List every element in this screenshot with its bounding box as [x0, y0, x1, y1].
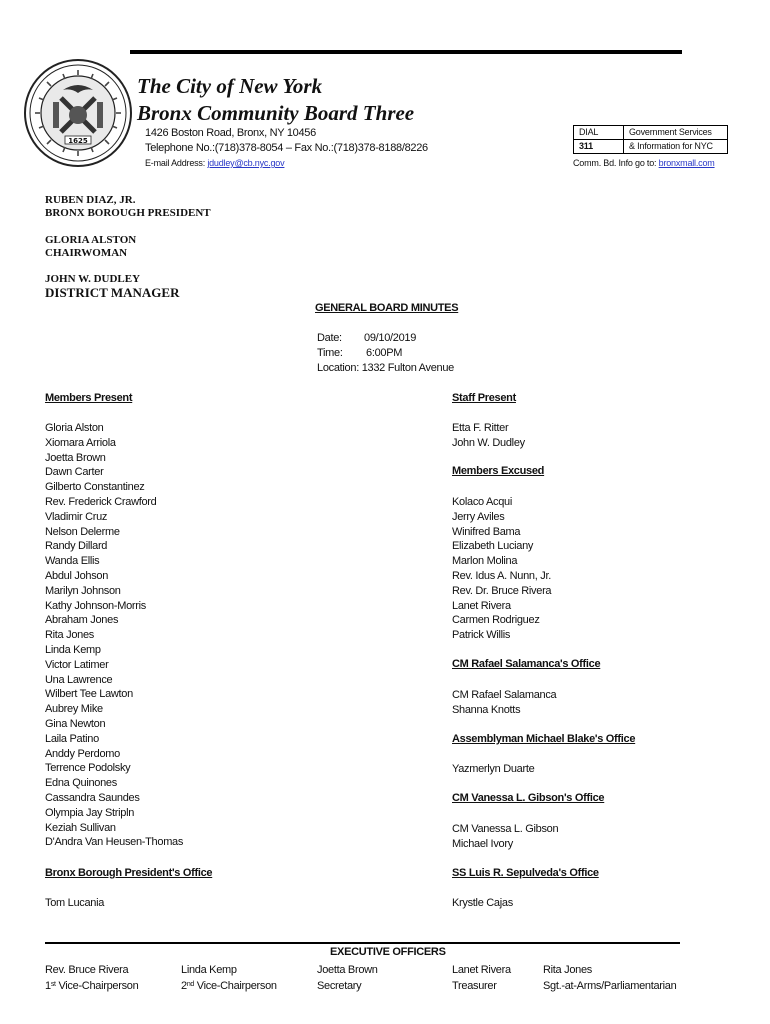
cm-gibson-list — [452, 822, 558, 852]
list-item: Marilyn Johnson — [45, 584, 121, 597]
list-item: Winifred Bama — [452, 525, 521, 538]
official-title: DISTRICT MANAGER — [45, 285, 180, 300]
official-name: JOHN W. DUDLEY — [45, 273, 141, 285]
officer-secretary — [317, 962, 378, 994]
officer-treasurer — [452, 962, 511, 994]
meeting-location — [317, 362, 454, 374]
comm-info-label: Comm. Bd. Info go to: — [573, 158, 659, 168]
official-title: BRONX BOROUGH PRESIDENT — [45, 207, 211, 219]
list-item: Linda Kemp — [45, 643, 101, 656]
bp-office-list — [45, 896, 104, 911]
dial-desc-2: & Information for NYC — [624, 140, 728, 154]
members-excused-heading: Members Excused — [452, 465, 545, 477]
list-item: Wilbert Tee Lawton — [45, 688, 133, 701]
phone-fax: Telephone No.:(718)378-8054 – Fax No.:(718)378-8188/8226 — [145, 142, 428, 154]
list-item: CM Vanessa L. Gibson — [452, 823, 559, 835]
meeting-date — [317, 332, 416, 344]
list-item: Kathy Johnson-Morris — [45, 599, 146, 612]
assemblyman-blake-list — [452, 762, 534, 777]
officer-first-vice-chair — [45, 962, 138, 994]
list-item: CM Rafael Salamanca — [452, 689, 557, 701]
members-excused-list — [452, 495, 551, 643]
officer-name: Rita Jones — [543, 964, 592, 976]
list-item: Kolaco Acqui — [452, 496, 512, 508]
list-item: Nelson Delerme — [45, 525, 120, 538]
footer-rule — [45, 942, 680, 944]
officer-name: Linda Kemp — [181, 964, 237, 976]
list-item: Rev. Dr. Bruce Rivera — [452, 584, 552, 597]
list-item: Patrick Willis — [452, 629, 511, 642]
list-item: Gloria Alston — [45, 422, 104, 434]
minutes-title: GENERAL BOARD MINUTES — [315, 302, 459, 314]
comm-info-link[interactable]: bronxmall.com — [658, 158, 715, 168]
list-item: Carmen Rodriguez — [452, 614, 540, 627]
official-name: RUBEN DIAZ, JR. — [45, 194, 136, 206]
list-item: Rev. Frederick Crawford — [45, 495, 157, 508]
officer-sgt-at-arms — [543, 962, 676, 994]
official-title: CHAIRWOMAN — [45, 247, 128, 259]
list-item: Anddy Perdomo — [45, 747, 120, 760]
official-name: GLORIA ALSTON — [45, 234, 137, 246]
cm-gibson-heading: CM Vanessa L. Gibson's Office — [452, 792, 605, 804]
executive-officers-heading: EXECUTIVE OFFICERS — [330, 946, 446, 958]
email-link[interactable]: jdudley@cb.nyc.gov — [207, 158, 285, 168]
officer-name: Joetta Brown — [317, 964, 378, 976]
list-item: Laila Patino — [45, 732, 99, 745]
org-name: The City of New York — [137, 74, 323, 98]
assemblyman-blake-heading: Assemblyman Michael Blake's Office — [452, 733, 636, 745]
email-label: E-mail Address: — [145, 158, 208, 168]
list-item: Michael Ivory — [452, 837, 513, 850]
list-item: Cassandra Saundes — [45, 791, 140, 804]
list-item: Lanet Rivera — [452, 599, 511, 612]
list-item: Terrence Podolsky — [45, 762, 131, 775]
list-item: Gina Newton — [45, 717, 106, 730]
list-item: Elizabeth Luciany — [452, 540, 534, 553]
dial-label: DIAL — [574, 126, 624, 140]
svg-text:1625: 1625 — [68, 137, 88, 145]
members-present-heading: Members Present — [45, 392, 133, 404]
list-item: Xiomara Arriola — [45, 436, 116, 449]
officer-second-vice-chair — [181, 962, 277, 994]
list-item: Marlon Molina — [452, 555, 518, 568]
address: 1426 Boston Road, Bronx, NY 10456 — [145, 127, 316, 139]
time-label: Time: — [317, 347, 343, 359]
official-chairwoman — [45, 234, 136, 260]
list-item: Abraham Jones — [45, 614, 119, 627]
officer-role: Secretary — [317, 980, 362, 992]
email-line — [145, 158, 284, 168]
dial-desc-1: Government Services — [624, 126, 728, 140]
list-item: Jerry Aviles — [452, 510, 505, 523]
officer-name: Lanet Rivera — [452, 964, 511, 976]
list-item: Tom Lucania — [45, 897, 105, 909]
list-item: Gilberto Constantinez — [45, 481, 145, 494]
list-item: Wanda Ellis — [45, 555, 100, 568]
list-item: Olympia Jay Stripln — [45, 806, 135, 819]
cm-salamanca-list — [452, 688, 556, 718]
list-item: Edna Quinones — [45, 777, 117, 790]
comm-info — [573, 158, 715, 168]
list-item: Una Lawrence — [45, 673, 113, 686]
dial-number: 311 — [574, 140, 624, 154]
date-value: 09/10/2019 — [364, 332, 417, 344]
list-item: Aubrey Mike — [45, 703, 103, 716]
official-borough-president — [45, 194, 211, 220]
members-present-list — [45, 421, 183, 850]
list-item: Victor Latimer — [45, 658, 109, 671]
officer-role: Treasurer — [452, 980, 497, 992]
list-item: Etta F. Ritter — [452, 422, 509, 434]
list-item: Joetta Brown — [45, 451, 106, 464]
header-rule — [130, 50, 682, 54]
date-label: Date: — [317, 332, 342, 344]
list-item: Vladimir Cruz — [45, 510, 108, 523]
list-item: Rita Jones — [45, 629, 94, 642]
ss-sepulveda-list — [452, 896, 513, 911]
officer-role: Sgt.-at-Arms/Parliamentarian — [543, 980, 677, 992]
list-item: Shanna Knotts — [452, 703, 521, 716]
city-seal-icon — [23, 58, 133, 168]
list-item: Krystle Cajas — [452, 897, 513, 909]
list-item: D'Andra Van Heusen-Thomas — [45, 836, 184, 849]
list-item: Yazmerlyn Duarte — [452, 763, 535, 775]
officer-role: 2nd Vice-Chairperson — [181, 980, 277, 992]
list-item: Rev. Idus A. Nunn, Jr. — [452, 569, 551, 582]
list-item: Keziah Sullivan — [45, 821, 116, 834]
list-item: Randy Dillard — [45, 540, 108, 553]
list-item: Abdul Johson — [45, 569, 109, 582]
list-item: Dawn Carter — [45, 466, 104, 479]
staff-present-heading: Staff Present — [452, 392, 516, 404]
location-label: Location: — [317, 362, 359, 374]
list-item: John W. Dudley — [452, 436, 525, 449]
staff-present-list — [452, 421, 525, 451]
meeting-time — [317, 347, 402, 359]
official-district-manager — [45, 273, 179, 299]
board-name: Bronx Community Board Three — [137, 101, 415, 125]
officer-name: Rev. Bruce Rivera — [45, 964, 129, 976]
time-value: 6:00PM — [366, 347, 403, 359]
officer-role: 1st Vice-Chairperson — [45, 980, 139, 992]
ss-sepulveda-heading: SS Luis R. Sepulveda's Office — [452, 867, 599, 879]
location-value: 1332 Fulton Avenue — [361, 362, 454, 374]
bp-office-heading: Bronx Borough President's Office — [45, 867, 213, 879]
cm-salamanca-heading: CM Rafael Salamanca's Office — [452, 658, 601, 670]
dial-311-box — [573, 125, 728, 154]
